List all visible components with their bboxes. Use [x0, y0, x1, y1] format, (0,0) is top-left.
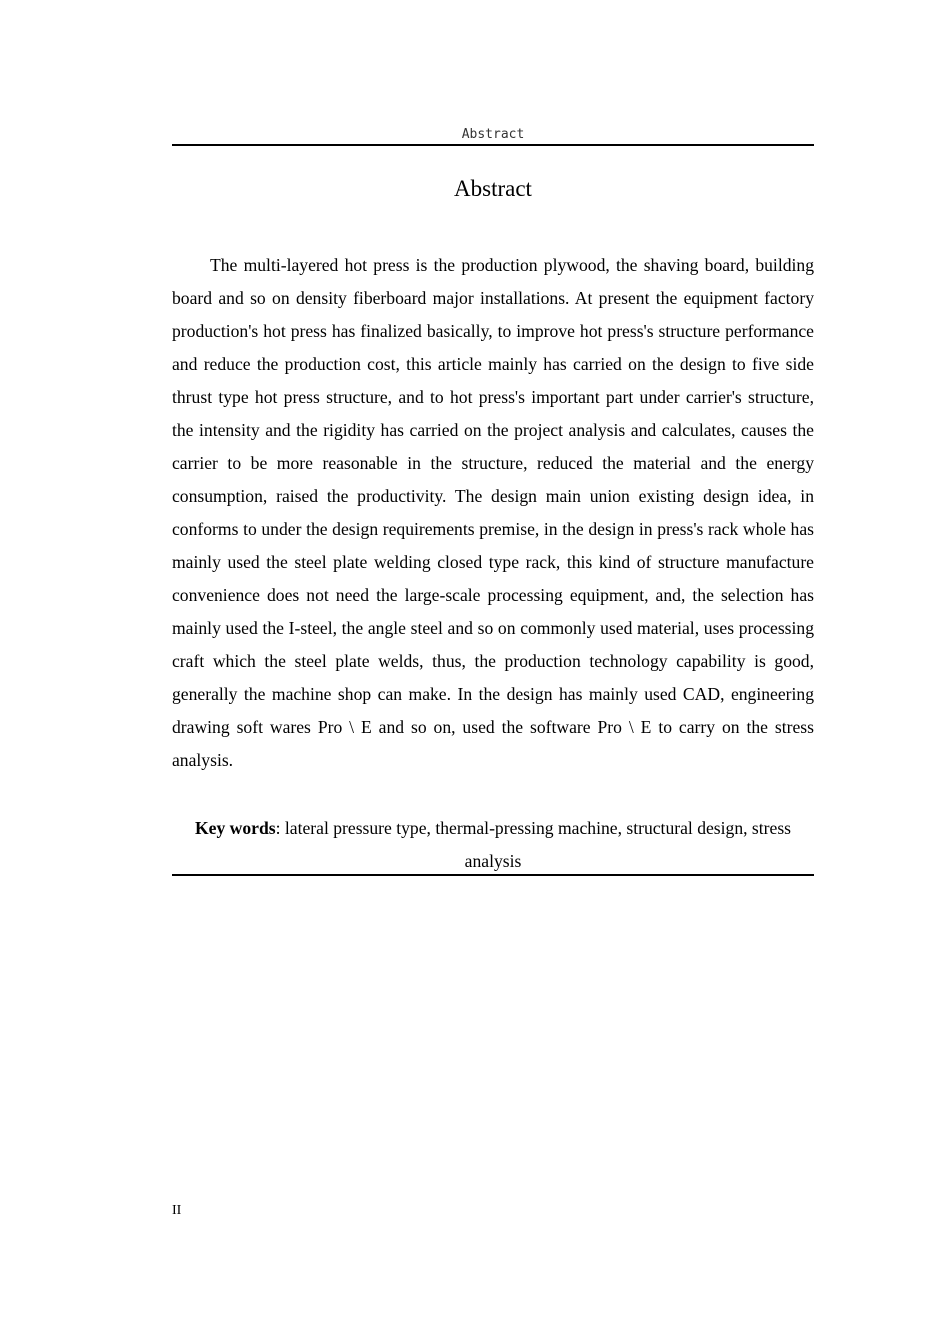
- keywords-text: : lateral pressure type, thermal-pressing machine, structural design, stress analysis: [275, 818, 792, 871]
- page-title: Abstract: [454, 176, 532, 201]
- abstract-paragraph: The multi-layered hot press is the production plywood, the shaving board, building board and so on density fiberboard major installations. At present the equipment factory production's hot press has finalized basically, to improve hot press's structure performance and reduce the production cost, this article mainly has carried on the design to five side thrust type hot press structure, and to hot press's important part under carrier's structure, the intensity and the rigidity has carried on the project analysis and calculates, causes the carrier to be more reasonable in the structure, reduced the material and the energy consumption, raised the productivity. The design main union existing design idea, in conforms to under the design requirements premise, in the design in press's rack whole has mainly used the steel plate welding closed type rack, this kind of structure manufacture convenience does not need the large-scale processing equipment, and, the selection has mainly used the I-steel, the angle steel and so on commonly used material, uses processing craft which the steel plate welds, thus, the production technology capability is good, generally the machine shop can make. In the design has mainly used CAD, engineering drawing soft wares Pro \ E and so on, used the software Pro \ E to carry on the stress analysis.: [172, 255, 814, 770]
- keywords-label: Key words: [194, 818, 276, 838]
- running-header: Abstract: [172, 126, 814, 146]
- page-number: II: [172, 1203, 182, 1218]
- keywords-block: [172, 812, 814, 876]
